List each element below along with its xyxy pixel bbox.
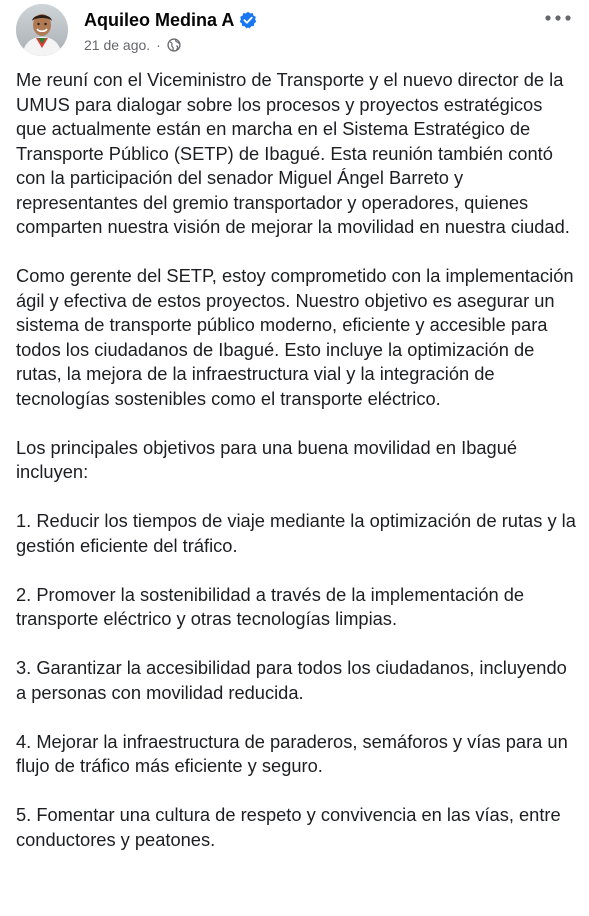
post-text <box>16 68 576 852</box>
post-objective-item: 1. Reducir los tiempos de viaje mediante la optimización de rutas y la gestión eficiente del tráfico. <box>16 510 576 556</box>
more-options-button[interactable] <box>541 8 575 28</box>
avatar[interactable] <box>16 4 68 56</box>
post-timestamp[interactable]: 21 de ago. <box>84 37 151 53</box>
post-objective-item: 4. Mejorar la infraestructura de paraderos, semáforos y vías para un flujo de tráfico más eficiente y seguro. <box>16 730 568 776</box>
post-objective-item: 5. Fomentar una cultura de respeto y convivencia en las vías, entre conductores y peatones. <box>16 804 561 850</box>
post-paragraph-objectives-heading: Los principales objetivos para una buena movilidad en Ibagué incluyen: <box>16 436 518 482</box>
post-paragraph-intro: Me reuní con el Viceministro de Transporte y el nuevo director de la UMUS para dialogar sobre los procesos y proyectos estratégicos que actualmente están en marcha en el Sistema Estratégico de Transporte Público (SETP) de Ibagué. Esta reunión también contó con la participación del senador Miguel Ángel Barreto y representantes del gremio transportador y operadores, quienes comparten nuestra visión de mejorar la movilidad en nuestra ciudad. <box>16 69 570 237</box>
globe-icon[interactable] <box>167 38 181 52</box>
more-options-icon <box>544 14 572 22</box>
author-name[interactable]: Aquileo Medina A <box>84 9 235 30</box>
post-header <box>0 0 589 62</box>
post-meta <box>84 35 181 55</box>
verified-badge-icon <box>239 11 257 29</box>
post-objective-item: 3. Garantizar la accesibilidad para todos los ciudadanos, incluyendo a personas con movilidad reducida. <box>16 657 567 703</box>
avatar-photo <box>16 4 68 56</box>
post-paragraph-commitment: Como gerente del SETP, estoy comprometido con la implementación ágil y efectiva de estos proyectos. Nuestro objetivo es asegurar un sistema de transporte público moderno, eficiente y accesible para todos los ciudadanos de Ibagué. Esto incluye la optimización de rutas, la mejora de la infraestructura vial y la integración de tecnologías sostenibles como el transporte eléctrico. <box>16 265 574 409</box>
author-row <box>84 8 257 32</box>
post-objective-item: 2. Promover la sostenibilidad a través de la implementación de transporte eléctrico y otras tecnologías limpias. <box>16 583 525 629</box>
meta-separator: · <box>156 37 161 53</box>
